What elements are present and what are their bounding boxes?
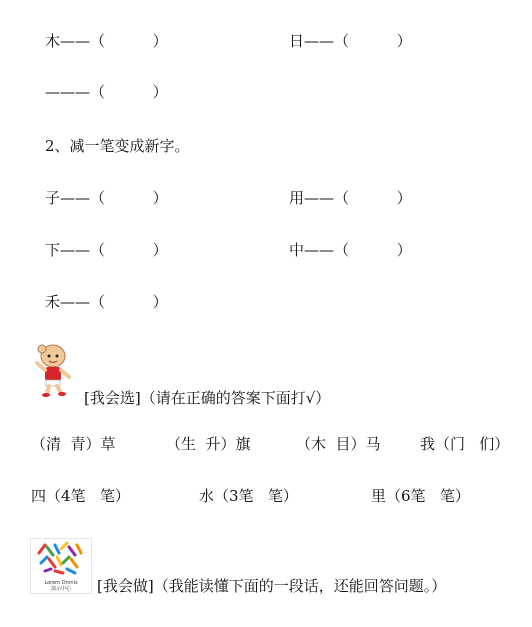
- select-heading: [我会选]（请在正确的答案下面打√）: [84, 389, 331, 407]
- derive-row-1-left: 木——（ ）: [45, 32, 168, 50]
- svg-text:Lorem Omnis: Lorem Omnis: [44, 580, 78, 586]
- derive-row-1-right: 日——（ ）: [289, 32, 412, 50]
- subtract-row-1-right: 用——（ ）: [289, 189, 412, 207]
- colorful-logo-icon: [30, 538, 92, 594]
- derive-row-2-left: ———（ ）: [45, 83, 168, 101]
- choice-item-3: （木 目）马: [296, 435, 381, 453]
- subtract-row-2-left: 下——（ ）: [45, 241, 168, 259]
- choice-item-2: （生 升）旗: [166, 435, 251, 453]
- choice-item-4: 我（门 们）: [420, 435, 510, 453]
- svg-text:演示中心: 演示中心: [50, 586, 72, 592]
- do-heading: [我会做]（我能读懂下面的一段话，还能回答问题。）: [97, 577, 447, 595]
- subtract-row-2-right: 中——（ ）: [289, 241, 412, 259]
- choice-item-1: （清 青）草: [31, 435, 116, 453]
- stroke-item-1: 四（4笔 笔）: [31, 487, 130, 505]
- subtract-row-3-left: 禾——（ ）: [45, 293, 168, 311]
- stroke-item-3: 里（6笔 笔）: [371, 487, 470, 505]
- section2-title: 2、减一笔变成新字。: [45, 137, 190, 155]
- mascot-boy-icon: [31, 341, 79, 397]
- stroke-item-2: 水（3笔 笔）: [199, 487, 298, 505]
- subtract-row-1-left: 子——（ ）: [45, 189, 168, 207]
